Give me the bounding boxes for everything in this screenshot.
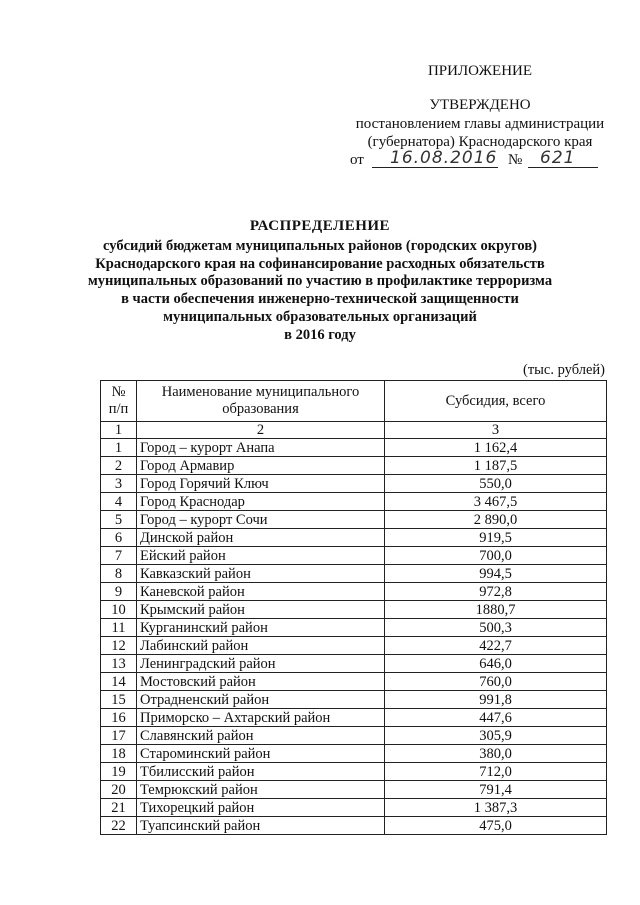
row-number: 21	[101, 799, 137, 817]
row-value: 380,0	[385, 745, 607, 763]
header-name	[137, 381, 385, 422]
approval-line-2: (губернатора) Краснодарского края	[367, 134, 593, 150]
row-name: Динской район	[137, 529, 385, 547]
table-row	[101, 817, 607, 835]
row-value: 991,8	[385, 691, 607, 709]
row-number: 22	[101, 817, 137, 835]
row-value: 1 187,5	[385, 457, 607, 475]
table-row	[101, 799, 607, 817]
row-name: Город Краснодар	[137, 493, 385, 511]
row-number: 10	[101, 601, 137, 619]
table-row	[101, 619, 607, 637]
heading-line-6: в 2016 году	[284, 326, 356, 343]
row-name: Город Горячий Ключ	[137, 475, 385, 493]
row-number: 2	[101, 457, 137, 475]
table-row	[101, 493, 607, 511]
header-num	[101, 381, 137, 422]
row-value: 791,4	[385, 781, 607, 799]
row-number: 18	[101, 745, 137, 763]
heading-line-4: в части обеспечения инженерно-технической защищенности	[121, 291, 519, 308]
column-number: 2	[137, 422, 385, 439]
row-value: 305,9	[385, 727, 607, 745]
row-number: 16	[101, 709, 137, 727]
row-name: Кавказский район	[137, 565, 385, 583]
row-value: 712,0	[385, 763, 607, 781]
header-num-line1: №	[111, 384, 126, 400]
row-value: 972,8	[385, 583, 607, 601]
row-number: 12	[101, 637, 137, 655]
row-name: Город Армавир	[137, 457, 385, 475]
table-row	[101, 439, 607, 457]
subsidy-table	[100, 380, 607, 835]
row-value: 646,0	[385, 655, 607, 673]
row-number: 11	[101, 619, 137, 637]
row-number: 3	[101, 475, 137, 493]
row-number: 14	[101, 673, 137, 691]
table-row	[101, 655, 607, 673]
row-name: Лабинский район	[137, 637, 385, 655]
approval-date-line	[350, 147, 610, 171]
heading-line-2: Краснодарского края на софинансирование расходных обязательств	[95, 255, 545, 272]
row-value: 994,5	[385, 565, 607, 583]
row-number: 1	[101, 439, 137, 457]
table-row	[101, 691, 607, 709]
table-row	[101, 529, 607, 547]
approval-line-1: постановлением главы администрации	[355, 116, 605, 132]
appendix-label: ПРИЛОЖЕНИЕ	[427, 63, 533, 79]
number-prefix: №	[508, 152, 523, 168]
table-row	[101, 745, 607, 763]
row-number: 6	[101, 529, 137, 547]
heading-line-3: муниципальных образований по участию в профилактике терроризма	[87, 273, 553, 290]
row-name: Приморско – Ахтарский район	[137, 709, 385, 727]
table-row	[101, 547, 607, 565]
header-name-line1: Наименование муниципального	[161, 384, 360, 400]
header-name-line2: образования	[222, 401, 299, 417]
row-number: 15	[101, 691, 137, 709]
table-row	[101, 727, 607, 745]
row-value: 1 162,4	[385, 439, 607, 457]
table-row	[101, 583, 607, 601]
heading-line-1: субсидий бюджетам муниципальных районов (городских округов)	[103, 237, 537, 254]
table-row	[101, 457, 607, 475]
number-handwritten: 621	[540, 148, 576, 168]
row-name: Ленинградский район	[137, 655, 385, 673]
row-name: Туапсинский район	[137, 817, 385, 835]
table-row	[101, 673, 607, 691]
table-row	[101, 511, 607, 529]
approved-label: УТВЕРЖДЕНО	[429, 97, 531, 113]
row-number: 17	[101, 727, 137, 745]
row-number: 4	[101, 493, 137, 511]
table-row	[101, 781, 607, 799]
row-value: 3 467,5	[385, 493, 607, 511]
heading-line-5: муниципальных образовательных организаций	[163, 308, 477, 325]
row-name: Славянский район	[137, 727, 385, 745]
row-number: 13	[101, 655, 137, 673]
row-name: Тихорецкий район	[137, 799, 385, 817]
row-value: 2 890,0	[385, 511, 607, 529]
row-value: 550,0	[385, 475, 607, 493]
row-name: Каневской район	[137, 583, 385, 601]
table-header-row	[101, 381, 607, 422]
row-value: 447,6	[385, 709, 607, 727]
table-row	[101, 763, 607, 781]
row-name: Крымский район	[137, 601, 385, 619]
row-number: 7	[101, 547, 137, 565]
row-name: Отрадненский район	[137, 691, 385, 709]
row-name: Темрюкский район	[137, 781, 385, 799]
table-row	[101, 475, 607, 493]
row-value: 500,3	[385, 619, 607, 637]
row-number: 20	[101, 781, 137, 799]
row-name: Город – курорт Сочи	[137, 511, 385, 529]
unit-label: (тыс. рублей)	[523, 362, 605, 378]
row-name: Ейский район	[137, 547, 385, 565]
row-value: 919,5	[385, 529, 607, 547]
column-number: 1	[101, 422, 137, 439]
row-value: 422,7	[385, 637, 607, 655]
row-name: Мостовский район	[137, 673, 385, 691]
row-value: 700,0	[385, 547, 607, 565]
row-name: Тбилисский район	[137, 763, 385, 781]
table-row	[101, 601, 607, 619]
header-value: Субсидия, всего	[385, 381, 607, 422]
table-body	[101, 439, 607, 835]
row-value: 1 387,3	[385, 799, 607, 817]
row-value: 1880,7	[385, 601, 607, 619]
row-number: 19	[101, 763, 137, 781]
date-prefix: от	[350, 152, 364, 168]
table-row	[101, 637, 607, 655]
row-name: Город – курорт Анапа	[137, 439, 385, 457]
document-heading	[70, 218, 570, 345]
row-name: Староминский район	[137, 745, 385, 763]
row-number: 5	[101, 511, 137, 529]
table-row	[101, 709, 607, 727]
row-number: 9	[101, 583, 137, 601]
column-number: 3	[385, 422, 607, 439]
table-row	[101, 565, 607, 583]
row-value: 475,0	[385, 817, 607, 835]
document-title: РАСПРЕДЕЛЕНИЕ	[249, 218, 391, 234]
row-value: 760,0	[385, 673, 607, 691]
header-num-line2: п/п	[108, 401, 129, 417]
row-name: Курганинский район	[137, 619, 385, 637]
row-number: 8	[101, 565, 137, 583]
date-handwritten: 16.08.2016	[390, 148, 498, 168]
column-number-row	[101, 422, 607, 439]
